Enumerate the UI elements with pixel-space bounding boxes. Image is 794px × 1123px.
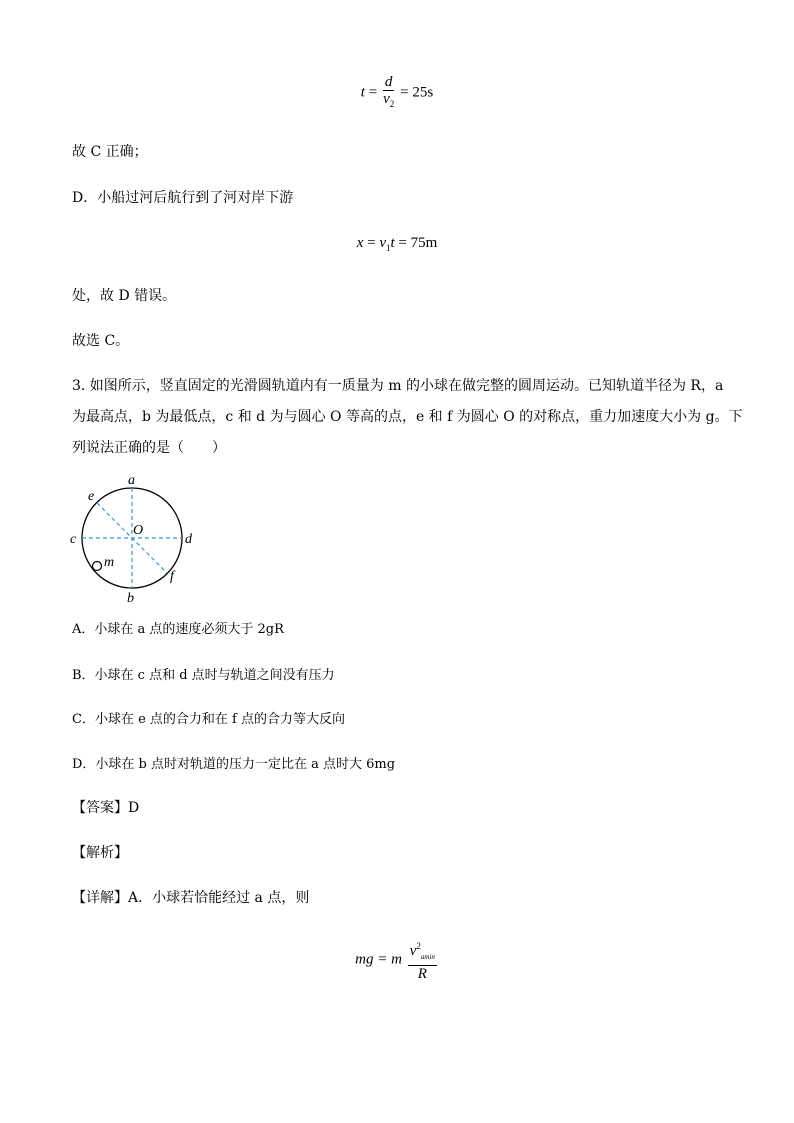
fraction: [383, 74, 395, 112]
circular-track-diagram: [66, 470, 206, 605]
fraction-2-numerator: [408, 938, 437, 966]
formula-rhs: = 25s: [400, 84, 434, 101]
formula-distance: [0, 235, 794, 253]
num-sub: amin: [420, 953, 435, 961]
formula-sub: 1: [386, 243, 391, 253]
fraction-2-denominator: R: [417, 966, 427, 982]
text-c-correct: 故 C 正确；: [72, 144, 148, 160]
option-c: C．小球在 e 点的合力和在 f 点的合力等大反向: [72, 712, 345, 727]
label-m: m: [104, 555, 115, 570]
label-o: O: [133, 523, 144, 538]
formula-var-t: t: [360, 84, 365, 101]
formula-lhs-3: mg = m: [355, 951, 402, 968]
question-line-1: 3. 如图所示，竖直固定的光滑圆轨道内有一质量为 m 的小球在做完整的圆周运动。已知轨道半径为 R，a: [72, 378, 724, 394]
num-sup: 2: [416, 941, 421, 951]
formula-var-v: v: [379, 235, 386, 251]
equals-sign: =: [367, 235, 380, 251]
ball-m: [93, 562, 102, 571]
fraction-2: [408, 938, 437, 982]
analysis-title: 【解析】: [72, 845, 128, 861]
den-sub: 2: [389, 99, 395, 109]
option-a: A．小球在 a 点的速度必须大于 2gR: [72, 622, 284, 637]
fraction-denominator: [383, 91, 395, 112]
formula-min-speed: [0, 938, 794, 982]
label-a: a: [128, 473, 135, 488]
option-b: B．小球在 c 点和 d 点时与轨道之间没有压力: [72, 668, 335, 683]
num-var: v: [409, 943, 417, 959]
question-line-2: 为最高点，b 为最低点，c 和 d 为与圆心 O 等高的点，e 和 f 为圆心 O 的对称点，重力加速度大小为 g。下: [72, 409, 743, 425]
fraction-numerator: d: [384, 74, 393, 90]
text-d-intro: D．小船过河后航行到了河对岸下游: [72, 190, 294, 206]
answer-line: 【答案】D: [72, 800, 140, 816]
option-d: D．小球在 b 点时对轨道的压力一定比在 a 点时大 6mg: [72, 757, 396, 772]
formula-var-x: x: [356, 235, 364, 251]
formula-var-t2: t: [390, 235, 395, 251]
question-line-3: 列说法正确的是（ ）: [72, 440, 226, 456]
text-d-wrong: 处，故 D 错误。: [72, 288, 177, 304]
label-e: e: [88, 489, 95, 504]
label-b: b: [127, 591, 134, 605]
equals-sign: =: [368, 84, 381, 101]
detail-line: 【详解】A．小球若恰能经过 a 点，则: [72, 890, 310, 906]
label-c: c: [70, 532, 77, 547]
label-d: d: [185, 532, 192, 547]
label-f: f: [170, 569, 174, 584]
text-choose: 故选 C。: [72, 333, 130, 349]
formula-rhs-2: = 75m: [398, 235, 438, 251]
den-var: v: [383, 91, 390, 107]
formula-time: [0, 74, 794, 112]
